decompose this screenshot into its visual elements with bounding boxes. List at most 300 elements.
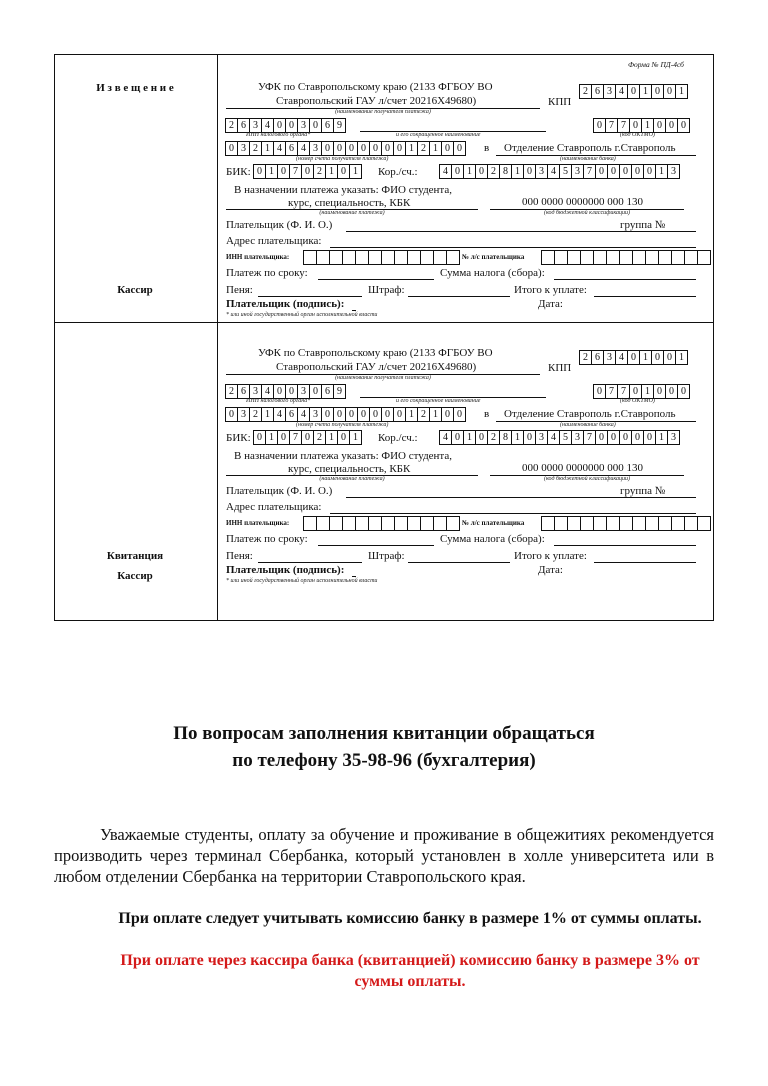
- account-box-digit: 1: [405, 407, 418, 422]
- oktmo-box-digit: 1: [641, 118, 654, 133]
- corr-account-box-digit: 0: [643, 430, 656, 445]
- payer-inn-box-cell[interactable]: [433, 516, 447, 531]
- corr-account-box-digit: 0: [475, 430, 488, 445]
- payer-account-box: [542, 516, 711, 529]
- payer-account-box-cell[interactable]: [684, 250, 698, 265]
- inn-box-digit: 3: [249, 384, 262, 399]
- corr-account-box-digit: 3: [667, 430, 680, 445]
- oktmo-box-digit: 0: [629, 384, 642, 399]
- tax-sum-underline: [554, 279, 696, 280]
- oktmo-box-digit: 0: [665, 118, 678, 133]
- payer-underline: [346, 231, 696, 232]
- purpose-line-2: курс, специальность, КБК: [288, 197, 411, 209]
- total-underline: [594, 562, 696, 563]
- payer-account-box: [542, 250, 711, 263]
- corr-account-box-digit: 0: [619, 430, 632, 445]
- payer-account-box-cell[interactable]: [671, 250, 685, 265]
- contact-heading-line2: по телефону 35-98-96 (бухгалтерия): [232, 750, 536, 771]
- kbk-value: 000 0000 0000000 000 130: [522, 462, 643, 474]
- payment-due-underline: [318, 545, 434, 546]
- corr-account-box-digit: 0: [631, 430, 644, 445]
- bik-box-digit: 1: [325, 164, 338, 179]
- payer-account-box-cell[interactable]: [580, 516, 594, 531]
- payer-inn-box-cell[interactable]: [394, 516, 408, 531]
- payer-account-box-cell[interactable]: [645, 250, 659, 265]
- signature-label: Плательщик (подпись):: [226, 564, 345, 576]
- receipt-label: Квитанция: [106, 550, 164, 562]
- form-horizontal-divider: [55, 322, 713, 323]
- group-label: группа №: [620, 219, 666, 231]
- account-box-digit: 0: [369, 141, 382, 156]
- corr-account-box-digit: 4: [547, 164, 560, 179]
- inn-box-digit: 6: [237, 384, 250, 399]
- corr-account-box-digit: 0: [631, 164, 644, 179]
- corr-account-box-digit: 1: [655, 164, 668, 179]
- inn-box-digit: 3: [297, 384, 310, 399]
- payer-account-box-cell[interactable]: [541, 516, 555, 531]
- kpp-box-digit: 3: [603, 350, 616, 365]
- payer-account-box-cell[interactable]: [619, 516, 633, 531]
- account-in-label: в: [484, 142, 490, 154]
- inn-box-digit: 3: [249, 118, 262, 133]
- corr-account-box-digit: 5: [559, 430, 572, 445]
- short-name-caption: и его сокращенное наименование: [396, 398, 481, 404]
- inn-box-digit: 9: [333, 384, 346, 399]
- account-box-digit: 0: [225, 407, 238, 422]
- account-box-digit: 4: [273, 407, 286, 422]
- account-box-digit: 0: [393, 407, 406, 422]
- bank-caption: (наименование банка): [560, 156, 616, 162]
- payer-inn-box-cell[interactable]: [342, 516, 356, 531]
- fine-underline: [408, 562, 510, 563]
- corr-account-box-digit: 0: [451, 430, 464, 445]
- corr-account-box-digit: 1: [463, 164, 476, 179]
- inn-box: [226, 118, 346, 131]
- account-box: [226, 407, 466, 420]
- kpp-box-digit: 2: [579, 84, 592, 99]
- recipient-line-2: Ставропольский ГАУ л/счет 20216Х49680): [276, 95, 477, 107]
- corr-account-box-digit: 0: [595, 164, 608, 179]
- oktmo-box-digit: 7: [605, 384, 618, 399]
- payer-account-label: № л/с плательщика: [462, 519, 525, 527]
- payment-due-label: Платеж по сроку:: [226, 533, 308, 545]
- footnote: * или иной государственный орган исполнительной власти: [226, 312, 378, 318]
- account-box-digit: 0: [369, 407, 382, 422]
- recipient-caption: (наименование получателя платежа): [335, 109, 431, 115]
- kpp-label: КПП: [548, 96, 572, 108]
- oktmo-box-digit: 0: [653, 118, 666, 133]
- payer-inn-box-cell[interactable]: [329, 516, 343, 531]
- payer-account-box-cell[interactable]: [606, 516, 620, 531]
- kbk-caption: (код бюджетной классификации): [543, 476, 631, 482]
- oktmo-box-digit: 7: [617, 384, 630, 399]
- kpp-box-digit: 1: [639, 350, 652, 365]
- kpp-box-digit: 2: [579, 350, 592, 365]
- inn-box-digit: 2: [225, 384, 238, 399]
- inn-box-digit: 0: [309, 118, 322, 133]
- corr-account-box-digit: 0: [619, 164, 632, 179]
- account-box-digit: 1: [261, 407, 274, 422]
- inn-box-digit: 2: [225, 118, 238, 133]
- inn-box-digit: 6: [237, 118, 250, 133]
- inn-box-digit: 0: [285, 384, 298, 399]
- bik-box-digit: 0: [301, 430, 314, 445]
- payer-inn-label: ИНН плательщика:: [226, 519, 290, 527]
- payer-inn-box-cell[interactable]: [446, 250, 460, 265]
- inn-box-digit: 0: [273, 118, 286, 133]
- corr-account-box-digit: 5: [559, 164, 572, 179]
- payer-inn-box-cell[interactable]: [407, 516, 421, 531]
- payer-account-box-cell[interactable]: [658, 250, 672, 265]
- payer-account-box-cell[interactable]: [567, 516, 581, 531]
- account-box-digit: 2: [249, 407, 262, 422]
- payer-account-label: № л/с плательщика: [462, 253, 525, 261]
- kpp-box-digit: 0: [627, 84, 640, 99]
- inn-box-digit: 0: [285, 118, 298, 133]
- kpp-box-digit: 0: [627, 350, 640, 365]
- bik-box-digit: 7: [289, 164, 302, 179]
- oktmo-box-digit: 7: [605, 118, 618, 133]
- account-box-digit: 6: [285, 407, 298, 422]
- recipient-line-1: УФК по Ставропольскому краю (2133 ФГБОУ ВО: [258, 81, 493, 93]
- date-label: Дата:: [538, 298, 563, 310]
- payer-underline: [346, 497, 696, 498]
- signature-mark: [352, 310, 356, 311]
- account-box-digit: 0: [321, 407, 334, 422]
- bik-box-digit: 1: [349, 164, 362, 179]
- corr-account-box: [440, 430, 680, 443]
- payer-account-box-cell[interactable]: [632, 250, 646, 265]
- payer-inn-box-cell[interactable]: [420, 516, 434, 531]
- account-box: [226, 141, 466, 154]
- tax-sum-label: Сумма налога (сбора):: [440, 267, 545, 279]
- oktmo-box-digit: 0: [665, 384, 678, 399]
- payer-account-box-cell[interactable]: [580, 250, 594, 265]
- bik-box-digit: 0: [277, 164, 290, 179]
- signature-label: Плательщик (подпись):: [226, 298, 345, 310]
- bik-box-digit: 0: [301, 164, 314, 179]
- payer-account-box-cell[interactable]: [593, 250, 607, 265]
- kbk-value: 000 0000 0000000 000 130: [522, 196, 643, 208]
- bik-box-digit: 0: [337, 430, 350, 445]
- bik-box: [254, 430, 362, 443]
- address-label: Адрес плательщика:: [226, 235, 322, 247]
- recipient-line-1: УФК по Ставропольскому краю (2133 ФГБОУ ВО: [258, 347, 493, 359]
- contact-heading-line1: По вопросам заполнения квитанции обращаться: [173, 723, 595, 744]
- account-box-digit: 2: [249, 141, 262, 156]
- payer-inn-box-cell[interactable]: [368, 516, 382, 531]
- payer-account-box-cell[interactable]: [554, 516, 568, 531]
- inn-box-digit: 9: [333, 118, 346, 133]
- bik-box-digit: 1: [265, 164, 278, 179]
- account-box-digit: 0: [381, 141, 394, 156]
- total-label: Итого к уплате:: [514, 550, 587, 562]
- payer-inn-box-cell[interactable]: [446, 516, 460, 531]
- kpp-box: [580, 350, 688, 363]
- corr-account-box-digit: 2: [487, 430, 500, 445]
- inn-box-digit: 6: [321, 118, 334, 133]
- payer-account-box-cell[interactable]: [671, 516, 685, 531]
- account-box-digit: 0: [453, 407, 466, 422]
- payer-account-box-cell[interactable]: [697, 250, 711, 265]
- payer-inn-box-cell[interactable]: [342, 250, 356, 265]
- payer-account-box-cell[interactable]: [697, 516, 711, 531]
- kpp-label: КПП: [548, 362, 572, 374]
- account-box-digit: 6: [285, 141, 298, 156]
- payer-inn-box-cell[interactable]: [394, 250, 408, 265]
- bik-box-digit: 0: [253, 430, 266, 445]
- payer-account-box-cell[interactable]: [632, 516, 646, 531]
- inn-box-digit: 4: [261, 384, 274, 399]
- signature-mark: [352, 576, 356, 577]
- bik-label: БИК:: [226, 432, 251, 444]
- bank-name: Отделение Ставрополь г.Ставрополь: [504, 142, 676, 154]
- inn-box-digit: 6: [321, 384, 334, 399]
- account-box-digit: 3: [237, 407, 250, 422]
- account-box-digit: 0: [225, 141, 238, 156]
- inn-box-digit: 0: [309, 384, 322, 399]
- purpose-line-1: В назначении платежа указать: ФИО студента,: [234, 450, 453, 462]
- payer-account-box-cell[interactable]: [567, 250, 581, 265]
- oktmo-box-digit: 0: [677, 384, 690, 399]
- oktmo-box-digit: 0: [653, 384, 666, 399]
- account-box-digit: 0: [441, 141, 454, 156]
- payer-inn-box-cell[interactable]: [433, 250, 447, 265]
- tax-sum-label: Сумма налога (сбора):: [440, 533, 545, 545]
- corr-account-box-digit: 4: [439, 430, 452, 445]
- address-underline: [330, 513, 696, 514]
- penalty-label: Пеня:: [226, 550, 253, 562]
- payer-inn-box-cell[interactable]: [329, 250, 343, 265]
- account-box-digit: 0: [345, 407, 358, 422]
- account-box-digit: 2: [417, 141, 430, 156]
- fine-underline: [408, 296, 510, 297]
- corr-account-box-digit: 3: [571, 430, 584, 445]
- purpose-line-1: В назначении платежа указать: ФИО студента,: [234, 184, 453, 196]
- contact-heading: [0, 720, 768, 774]
- corr-account-label: Кор./сч.:: [378, 166, 418, 178]
- account-box-digit: 0: [333, 141, 346, 156]
- oktmo-caption: (код ОКТМО): [620, 398, 656, 404]
- corr-account-box-digit: 7: [583, 164, 596, 179]
- corr-account-box: [440, 164, 680, 177]
- kpp-box: [580, 84, 688, 97]
- account-box-digit: 1: [429, 407, 442, 422]
- account-box-digit: 4: [273, 141, 286, 156]
- corr-account-box-digit: 2: [487, 164, 500, 179]
- bik-box-digit: 7: [289, 430, 302, 445]
- account-box-digit: 0: [357, 141, 370, 156]
- purpose-line-2: курс, специальность, КБК: [288, 463, 411, 475]
- oktmo-caption: (код ОКТМО): [620, 132, 656, 138]
- corr-account-box-digit: 0: [607, 430, 620, 445]
- payer-inn-box-cell[interactable]: [381, 516, 395, 531]
- bik-box-digit: 2: [313, 164, 326, 179]
- corr-account-box-digit: 3: [535, 430, 548, 445]
- corr-account-box-digit: 0: [595, 430, 608, 445]
- payer-inn-box: [304, 516, 460, 529]
- corr-account-box-digit: 0: [475, 164, 488, 179]
- oktmo-box-digit: 0: [593, 118, 606, 133]
- total-underline: [594, 296, 696, 297]
- footnote: * или иной государственный орган исполнительной власти: [226, 578, 378, 584]
- oktmo-box-digit: 0: [677, 118, 690, 133]
- kpp-box-digit: 4: [615, 350, 628, 365]
- short-name-caption: и его сокращенное наименование: [396, 132, 481, 138]
- bank-caption: (наименование банка): [560, 422, 616, 428]
- kpp-box-digit: 0: [651, 350, 664, 365]
- corr-account-box-digit: 1: [655, 430, 668, 445]
- corr-account-box-digit: 0: [643, 164, 656, 179]
- kpp-box-digit: 0: [651, 84, 664, 99]
- kpp-box-digit: 0: [663, 350, 676, 365]
- payer-inn-box-cell[interactable]: [355, 250, 369, 265]
- oktmo-box-digit: 0: [629, 118, 642, 133]
- payer-inn-box-cell[interactable]: [368, 250, 382, 265]
- account-caption: (номер счета получателя платежа): [296, 156, 389, 162]
- recipient-caption: (наименование получателя платежа): [335, 375, 431, 381]
- form-vertical-divider: [217, 55, 218, 620]
- payer-inn-box-cell[interactable]: [355, 516, 369, 531]
- bank-name: Отделение Ставрополь г.Ставрополь: [504, 408, 676, 420]
- commission-3-percent-note: При оплате через кассира банка (квитанцией) комиссию банку в размере 3% от суммы оплаты.: [120, 952, 700, 990]
- account-caption: (номер счета получателя платежа): [296, 422, 389, 428]
- group-label: группа №: [620, 485, 666, 497]
- payer-account-box-cell[interactable]: [606, 250, 620, 265]
- oktmo-box-digit: 7: [617, 118, 630, 133]
- penalty-underline: [258, 296, 362, 297]
- bik-box-digit: 1: [349, 430, 362, 445]
- payer-account-box-cell[interactable]: [541, 250, 555, 265]
- account-box-digit: 0: [345, 141, 358, 156]
- bik-box-digit: 2: [313, 430, 326, 445]
- kpp-box-digit: 1: [675, 350, 688, 365]
- inn-box-digit: 3: [297, 118, 310, 133]
- payer-inn-box-cell[interactable]: [381, 250, 395, 265]
- payer-inn-box: [304, 250, 460, 263]
- inn-box: [226, 384, 346, 397]
- account-box-digit: 0: [321, 141, 334, 156]
- payer-account-box-cell[interactable]: [658, 516, 672, 531]
- account-box-digit: 2: [417, 407, 430, 422]
- account-box-digit: 4: [297, 407, 310, 422]
- payment-form: [54, 54, 714, 621]
- inn-box-digit: 4: [261, 118, 274, 133]
- account-box-digit: 1: [405, 141, 418, 156]
- bik-box-digit: 1: [325, 430, 338, 445]
- bik-box-digit: 1: [265, 430, 278, 445]
- penalty-underline: [258, 562, 362, 563]
- payer-account-box-cell[interactable]: [593, 516, 607, 531]
- account-box-digit: 3: [309, 141, 322, 156]
- account-box-digit: 3: [237, 141, 250, 156]
- commission-1-percent-note: При оплате следует учитывать комиссию банку в размере 1% от суммы оплаты.: [118, 910, 702, 927]
- account-box-digit: 0: [357, 407, 370, 422]
- fine-label: Штраф:: [368, 284, 405, 296]
- corr-account-box-digit: 1: [511, 164, 524, 179]
- kpp-box-digit: 1: [639, 84, 652, 99]
- payer-label: Плательщик (Ф. И. О.): [226, 219, 333, 231]
- corr-account-box-digit: 0: [451, 164, 464, 179]
- corr-account-box-digit: 7: [583, 430, 596, 445]
- account-box-digit: 3: [309, 407, 322, 422]
- kpp-box-digit: 1: [675, 84, 688, 99]
- bik-label: БИК:: [226, 166, 251, 178]
- account-box-digit: 0: [333, 407, 346, 422]
- account-box-digit: 0: [441, 407, 454, 422]
- corr-account-box-digit: 0: [523, 164, 536, 179]
- oktmo-box-digit: 1: [641, 384, 654, 399]
- cashier-label-top: Кассир: [117, 284, 153, 296]
- payment-advice-text: Уважаемые студенты, оплату за обучение и проживание в общежитиях рекомендуется производить через терминал Сбербанка, который установлен в холле университета или в любом отделении Сбербанка на территории Ставропольского края.: [54, 825, 714, 886]
- kpp-box-digit: 3: [603, 84, 616, 99]
- corr-account-box-digit: 3: [535, 164, 548, 179]
- oktmo-box: [594, 384, 690, 397]
- corr-account-box-digit: 1: [511, 430, 524, 445]
- fine-label: Штраф:: [368, 550, 405, 562]
- kpp-box-digit: 6: [591, 84, 604, 99]
- payer-account-box-cell[interactable]: [645, 516, 659, 531]
- bik-box-digit: 0: [337, 164, 350, 179]
- account-box-digit: 0: [453, 141, 466, 156]
- kpp-box-digit: 0: [663, 84, 676, 99]
- kbk-caption: (код бюджетной классификации): [543, 210, 631, 216]
- payer-inn-box-cell[interactable]: [420, 250, 434, 265]
- corr-account-box-digit: 0: [607, 164, 620, 179]
- payer-account-box-cell[interactable]: [554, 250, 568, 265]
- payer-inn-box-cell[interactable]: [316, 250, 330, 265]
- recipient-line-2: Ставропольский ГАУ л/счет 20216Х49680): [276, 361, 477, 373]
- payment-due-underline: [318, 279, 434, 280]
- oktmo-box: [594, 118, 690, 131]
- payer-inn-box-cell[interactable]: [407, 250, 421, 265]
- corr-account-box-digit: 8: [499, 164, 512, 179]
- purpose-caption: (наименование платежа): [319, 210, 385, 216]
- corr-account-box-digit: 4: [547, 430, 560, 445]
- payer-inn-box-cell[interactable]: [303, 250, 317, 265]
- inn-box-digit: 0: [273, 384, 286, 399]
- bik-box-digit: 0: [253, 164, 266, 179]
- payer-account-box-cell[interactable]: [619, 250, 633, 265]
- payer-account-box-cell[interactable]: [684, 516, 698, 531]
- kpp-box-digit: 4: [615, 84, 628, 99]
- purpose-caption: (наименование платежа): [319, 476, 385, 482]
- form-number: Форма № ПД-4сб: [628, 60, 684, 69]
- payer-inn-box-cell[interactable]: [303, 516, 317, 531]
- corr-account-label: Кор./сч.:: [378, 432, 418, 444]
- payer-label: Плательщик (Ф. И. О.): [226, 485, 333, 497]
- account-in-label: в: [484, 408, 490, 420]
- payer-inn-label: ИНН плательщика:: [226, 253, 290, 261]
- corr-account-box-digit: 1: [463, 430, 476, 445]
- payment-advice-paragraph: [54, 824, 714, 887]
- corr-account-box-digit: 8: [499, 430, 512, 445]
- account-box-digit: 1: [429, 141, 442, 156]
- notice-label: И з в е щ е н и е: [96, 82, 174, 94]
- account-box-digit: 0: [393, 141, 406, 156]
- account-box-digit: 0: [381, 407, 394, 422]
- payment-due-label: Платеж по сроку:: [226, 267, 308, 279]
- address-label: Адрес плательщика:: [226, 501, 322, 513]
- date-label: Дата:: [538, 564, 563, 576]
- inn-caption: ИНН налогового органа*: [246, 132, 311, 138]
- tax-sum-underline: [554, 545, 696, 546]
- bik-box: [254, 164, 362, 177]
- corr-account-box-digit: 3: [667, 164, 680, 179]
- payer-inn-box-cell[interactable]: [316, 516, 330, 531]
- cashier-label-bottom: Кассир: [117, 570, 153, 582]
- inn-caption: ИНН налогового органа*: [246, 398, 311, 404]
